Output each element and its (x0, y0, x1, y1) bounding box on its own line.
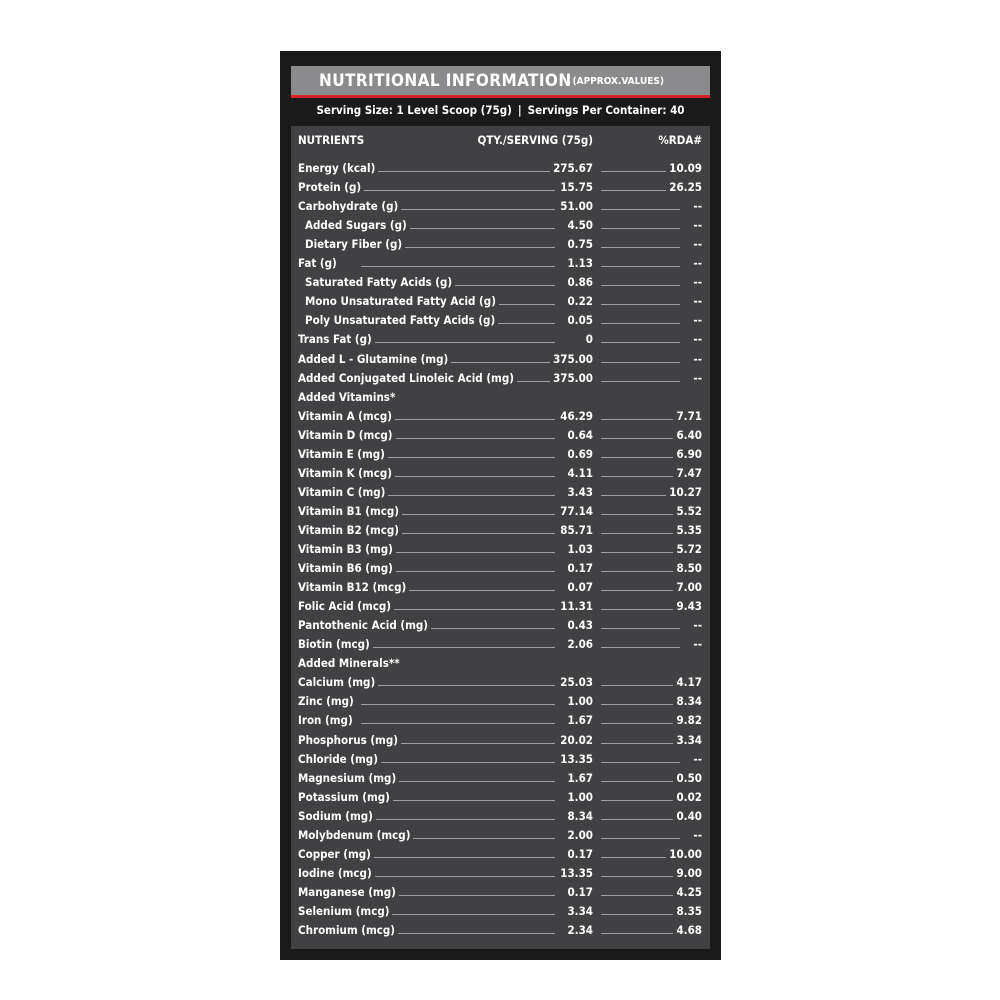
nutrient-qty: 0.17 (564, 845, 593, 864)
nutrient-row (291, 502, 710, 521)
title-bar (291, 66, 710, 98)
dot-leader (601, 438, 680, 439)
nutrient-name: Potassium (mg) (298, 788, 393, 807)
nutrition-panel (280, 51, 721, 960)
nutrient-name: Chromium (mcg) (298, 921, 398, 940)
nutrient-rda: 26.25 (666, 178, 702, 197)
dot-leader (601, 685, 680, 686)
nutrient-rda: -- (690, 197, 702, 216)
nutrient-rda: -- (690, 292, 702, 311)
nutrient-name: Carbohydrate (g) (298, 197, 401, 216)
nutrient-rda: -- (690, 826, 702, 845)
dot-leader (601, 266, 680, 267)
serving-size: Serving Size: 1 Level Scoop (75g) (316, 103, 512, 117)
nutrient-name: Protein (g) (298, 178, 364, 197)
nutrient-rda: 5.35 (673, 521, 702, 540)
nutrient-row (291, 311, 710, 330)
nutrient-row (291, 350, 710, 369)
nutrient-rda: 0.50 (673, 769, 702, 788)
nutrient-row (291, 826, 710, 845)
dot-leader (361, 266, 555, 267)
nutrient-rda: 4.25 (673, 883, 702, 902)
nutrient-name: Added Sugars (g) (305, 216, 410, 235)
nutrient-qty: 4.50 (564, 216, 593, 235)
dot-leader (601, 647, 680, 648)
nutrient-row (291, 254, 710, 273)
dot-leader (601, 476, 680, 477)
dot-leader (601, 895, 680, 896)
nutrient-qty: 0.64 (564, 426, 593, 445)
nutrient-rda: 7.00 (673, 578, 702, 597)
nutrient-name: Fat (g) (298, 254, 340, 273)
nutrient-name: Trans Fat (g) (298, 330, 375, 349)
nutrient-qty: 275.67 (550, 159, 593, 178)
dot-leader (601, 609, 680, 610)
nutrient-row (291, 864, 710, 883)
nutrient-row (291, 731, 710, 750)
nutrient-row (291, 559, 710, 578)
dot-leader (601, 781, 680, 782)
nutrient-rda: 7.71 (673, 407, 702, 426)
nutrient-qty: 15.75 (557, 178, 593, 197)
nutrient-qty: 1.03 (564, 540, 593, 559)
header-nutrients: NUTRIENTS (298, 133, 365, 147)
nutrient-name: Poly Unsaturated Fatty Acids (g) (305, 311, 498, 330)
nutrient-rda: 8.50 (673, 559, 702, 578)
nutrient-row (291, 769, 710, 788)
nutrient-name: Selenium (mcg) (298, 902, 392, 921)
nutrient-row (291, 330, 710, 349)
nutrient-name: Vitamin B3 (mg) (298, 540, 396, 559)
dot-leader (361, 190, 555, 191)
nutrient-row (291, 369, 710, 388)
dot-leader (601, 743, 680, 744)
nutrient-rda: -- (690, 750, 702, 769)
nutrient-rda: -- (690, 616, 702, 635)
dot-leader (361, 495, 555, 496)
nutrient-row (291, 159, 710, 178)
servings-per-container: Servings Per Container: 40 (527, 103, 685, 117)
nutrient-row (291, 292, 710, 311)
nutrient-name: Mono Unsaturated Fatty Acid (g) (305, 292, 499, 311)
nutrient-qty: 11.31 (557, 597, 593, 616)
nutrient-rda: -- (690, 216, 702, 235)
nutrient-qty: 2.00 (564, 826, 593, 845)
dot-leader (361, 723, 555, 724)
panel-title-suffix: (APPROX.VALUES) (572, 76, 665, 87)
nutrient-rda: -- (690, 635, 702, 654)
nutrient-name: Vitamin A (mcg) (298, 407, 395, 426)
nutrient-rda: 9.43 (673, 597, 702, 616)
section-heading (291, 388, 710, 407)
nutrient-row (291, 692, 710, 711)
nutrient-name: Vitamin K (mcg) (298, 464, 395, 483)
dot-leader (601, 762, 680, 763)
nutrient-qty: 85.71 (557, 521, 593, 540)
nutrient-name: Vitamin C (mg) (298, 483, 388, 502)
nutrient-row (291, 197, 710, 216)
nutrient-rda: 6.90 (673, 445, 702, 464)
nutrient-qty: 8.34 (564, 807, 593, 826)
nutrient-name: Biotin (mcg) (298, 635, 373, 654)
nutrient-row (291, 407, 710, 426)
nutrient-row (291, 711, 710, 730)
nutrient-qty: 0.05 (564, 311, 593, 330)
nutrient-rda: -- (690, 311, 702, 330)
nutrient-name: Iron (mg) (298, 711, 356, 730)
nutrient-qty: 51.00 (557, 197, 593, 216)
dot-leader (601, 247, 680, 248)
nutrient-rda: 0.02 (673, 788, 702, 807)
nutrient-name: Vitamin B6 (mg) (298, 559, 396, 578)
dot-leader (601, 362, 680, 363)
dot-leader (601, 533, 680, 534)
dot-leader (601, 228, 680, 229)
nutrient-name: Zinc (mg) (298, 692, 357, 711)
nutrient-name: Vitamin E (mg) (298, 445, 388, 464)
panel-title: NUTRITIONAL INFORMATION (319, 70, 572, 91)
dot-leader (361, 457, 555, 458)
nutrient-name: Calcium (mg) (298, 673, 378, 692)
nutrient-name: Phosphorus (mg) (298, 731, 401, 750)
nutrient-rda: 9.82 (673, 711, 702, 730)
nutrient-row (291, 426, 710, 445)
dot-leader (601, 723, 680, 724)
nutrient-rda: 10.00 (666, 845, 702, 864)
nutrient-row (291, 273, 710, 292)
nutrient-row (291, 216, 710, 235)
nutrient-row (291, 750, 710, 769)
nutrient-qty: 0 (583, 330, 593, 349)
nutrient-rda: -- (690, 350, 702, 369)
dot-leader (601, 457, 680, 458)
nutrient-row (291, 178, 710, 197)
nutrient-qty: 1.00 (564, 788, 593, 807)
nutrient-row (291, 788, 710, 807)
nutrient-rda: 10.27 (666, 483, 702, 502)
nutrient-row (291, 921, 710, 940)
dot-leader (601, 704, 680, 705)
nutrient-row (291, 540, 710, 559)
dot-leader (601, 419, 680, 420)
nutrient-qty: 375.00 (550, 350, 593, 369)
nutrient-name: Molybdenum (mcg) (298, 826, 413, 845)
nutrient-rda: 0.40 (673, 807, 702, 826)
dot-leader (601, 552, 680, 553)
dot-leader (601, 800, 680, 801)
dot-leader (601, 285, 680, 286)
nutrient-row (291, 883, 710, 902)
nutrient-name: Saturated Fatty Acids (g) (305, 273, 455, 292)
nutrient-qty: 1.67 (564, 711, 593, 730)
nutrient-qty: 0.43 (564, 616, 593, 635)
nutrient-name: Added Conjugated Linoleic Acid (mg) (298, 369, 517, 388)
dot-leader (361, 819, 555, 820)
nutrient-rda: 5.52 (673, 502, 702, 521)
nutrient-name: Manganese (mg) (298, 883, 399, 902)
nutrient-name: Folic Acid (mcg) (298, 597, 394, 616)
nutrient-qty: 0.07 (564, 578, 593, 597)
dot-leader (601, 304, 680, 305)
nutrient-name: Chloride (mg) (298, 750, 381, 769)
serving-separator: | (517, 103, 522, 117)
nutrient-row (291, 521, 710, 540)
nutrient-qty: 0.69 (564, 445, 593, 464)
nutrient-rda: 4.68 (673, 921, 702, 940)
nutrient-rda: 6.40 (673, 426, 702, 445)
nutrient-name: Iodine (mcg) (298, 864, 375, 883)
nutrient-qty: 20.02 (557, 731, 593, 750)
nutrient-rda: 3.34 (673, 731, 702, 750)
nutrient-qty: 0.17 (564, 883, 593, 902)
nutrient-rda: 4.17 (673, 673, 702, 692)
nutrient-row (291, 807, 710, 826)
dot-leader (361, 704, 555, 705)
nutrient-row (291, 483, 710, 502)
serving-info (280, 99, 721, 121)
nutrient-name: Vitamin B1 (mcg) (298, 502, 402, 521)
header-qty-per-serving: QTY./SERVING (75g) (477, 133, 593, 147)
nutrient-qty: 0.17 (564, 559, 593, 578)
dot-leader (601, 571, 680, 572)
nutrient-name: Magnesium (mg) (298, 769, 399, 788)
dot-leader (601, 381, 680, 382)
nutrient-rda: -- (690, 273, 702, 292)
nutrient-qty: 3.43 (564, 483, 593, 502)
nutrient-name: Added Vitamins* (298, 388, 398, 407)
nutrient-row (291, 845, 710, 864)
nutrient-rda: 8.34 (673, 692, 702, 711)
nutrient-qty: 13.35 (557, 864, 593, 883)
dot-leader (361, 171, 555, 172)
nutrient-name: Copper (mg) (298, 845, 374, 864)
nutrient-name: Vitamin B12 (mcg) (298, 578, 409, 597)
nutrient-row (291, 597, 710, 616)
nutrient-name: Pantothenic Acid (mg) (298, 616, 431, 635)
nutrient-rda: -- (690, 235, 702, 254)
nutrient-row (291, 445, 710, 464)
dot-leader (601, 628, 680, 629)
nutrient-row (291, 635, 710, 654)
nutrient-rda: 7.47 (673, 464, 702, 483)
dot-leader (361, 647, 555, 648)
dot-leader (361, 857, 555, 858)
nutrient-qty: 46.29 (557, 407, 593, 426)
nutrient-rda: -- (690, 254, 702, 273)
nutrient-row (291, 616, 710, 635)
dot-leader (361, 342, 555, 343)
nutrient-qty: 2.06 (564, 635, 593, 654)
nutrient-qty: 3.34 (564, 902, 593, 921)
nutrient-qty: 1.00 (564, 692, 593, 711)
nutrient-qty: 13.35 (557, 750, 593, 769)
nutrient-name: Vitamin D (mcg) (298, 426, 396, 445)
nutrient-rda: 10.09 (666, 159, 702, 178)
nutrient-rda: -- (690, 369, 702, 388)
section-heading (291, 654, 710, 673)
nutrient-qty: 2.34 (564, 921, 593, 940)
header-rda: %RDA# (658, 133, 702, 147)
nutrient-qty: 1.13 (564, 254, 593, 273)
nutrient-qty: 1.67 (564, 769, 593, 788)
nutrient-row (291, 235, 710, 254)
nutrient-qty: 0.22 (564, 292, 593, 311)
nutrient-row (291, 902, 710, 921)
dot-leader (601, 933, 680, 934)
nutrient-rda: 8.35 (673, 902, 702, 921)
nutrient-name: Added L - Glutamine (mg) (298, 350, 451, 369)
nutrient-row (291, 464, 710, 483)
dot-leader (601, 838, 680, 839)
dot-leader (601, 209, 680, 210)
nutrient-qty: 25.03 (557, 673, 593, 692)
nutrient-name: Energy (kcal) (298, 159, 378, 178)
nutrient-rda: -- (690, 330, 702, 349)
dot-leader (601, 514, 680, 515)
dot-leader (601, 819, 680, 820)
nutrient-name: Dietary Fiber (g) (305, 235, 405, 254)
nutrient-name: Added Minerals** (298, 654, 403, 673)
nutrient-rda: 9.00 (673, 864, 702, 883)
dot-leader (601, 590, 680, 591)
nutrient-name: Sodium (mg) (298, 807, 376, 826)
dot-leader (361, 876, 555, 877)
nutrient-qty: 77.14 (557, 502, 593, 521)
dot-leader (361, 762, 555, 763)
dot-leader (601, 323, 680, 324)
dot-leader (601, 876, 680, 877)
nutrient-row (291, 673, 710, 692)
nutrient-qty: 375.00 (550, 369, 593, 388)
dot-leader (361, 685, 555, 686)
nutrient-table (291, 126, 710, 949)
dot-leader (601, 914, 680, 915)
nutrient-rda: 5.72 (673, 540, 702, 559)
nutrient-qty: 0.75 (564, 235, 593, 254)
nutrient-row (291, 578, 710, 597)
nutrient-qty: 4.11 (564, 464, 593, 483)
nutrient-name: Vitamin B2 (mcg) (298, 521, 402, 540)
dot-leader (601, 342, 680, 343)
nutrient-qty: 0.86 (564, 273, 593, 292)
